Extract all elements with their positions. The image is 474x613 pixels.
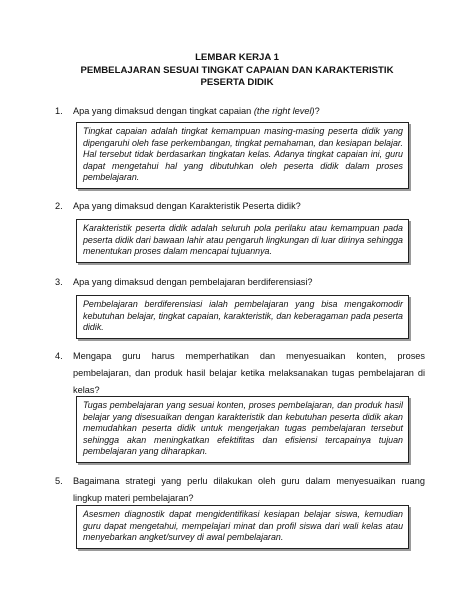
- document-title: LEMBAR KERJA 1: [195, 52, 279, 63]
- question-text-italic: (the right level): [253, 106, 315, 116]
- answer-box-1: Tingkat capaian adalah tingkat kemampuan masing-masing peserta didik yang dipengaruhi oleh fase perkembangan, tingkat pemahaman, dan kesiapan belajar. Hal tersebut tidak berdasarkan tingkatan kelas. Adanya tingkat capaian ini, guru dapat mengetahui hal yang dibutuhkan oleh peserta didik dalam proses pembelajaran.: [76, 122, 409, 189]
- question-text-end: ?: [314, 106, 320, 116]
- question-text-main: Apa yang dimaksud dengan tingkat capaian: [73, 106, 254, 116]
- document-header: [0, 52, 474, 90]
- question-5: [55, 473, 425, 507]
- document-subtitle: PEMBELAJARAN SESUAI TINGKAT CAPAIAN DAN KARAKTERISTIK PESERTA DIDIK: [80, 64, 394, 88]
- answer-box-5: Asesmen diagnostik dapat mengidentifikasi kesiapan belajar siswa, kemudian guru dapat mengetahui, mempelajari minat dan profil siswa dari wali kelas atau menyebarkan angket/survey di awal pembelajaran.: [76, 505, 409, 549]
- answer-box-3: Pembelajaran berdiferensiasi ialah pembelajaran yang bisa mengakomodir kebutuhan belajar, tingkat capaian, karakteristik, dan keberagaman pada peserta didik.: [76, 295, 409, 339]
- question-text: Bagaimana strategi yang perlu dilakukan oleh guru dalam menyesuaikan ruang lingkup materi pembelajaran?: [73, 476, 425, 503]
- question-number: 2.: [55, 201, 63, 211]
- question-text: [73, 104, 425, 119]
- question-number: 4.: [55, 351, 63, 361]
- answer-box-2: Karakteristik peserta didik adalah seluruh pola perilaku atau kemampuan pada peserta didik dari bawaan lahir atau pengaruh lingkungan di luar dirinya sehingga menentukan proses dalam mencapai tujuannya.: [76, 219, 409, 263]
- question-number: 1.: [55, 106, 63, 116]
- question-1: [55, 104, 425, 119]
- question-text: Apa yang dimaksud dengan Karakteristik Peserta didik?: [73, 201, 301, 211]
- answer-box-4: Tugas pembelajaran yang sesuai konten, proses pembelajaran, dan produk hasil belajar yang disesuaikan dengan karakteristik dan kebutuhan peserta didik akan memudahkan peserta didik untuk mengerjakan tugas pembelajaran tersebut sehingga akan meningkatkan efektifitas dan efisiensi tercapainya tujuan pembelajaran yang diharapkan.: [76, 396, 409, 463]
- question-4: [55, 348, 425, 399]
- question-number: 3.: [55, 277, 63, 287]
- question-text: Apa yang dimaksud dengan pembelajaran berdiferensiasi?: [73, 277, 313, 287]
- question-number: 5.: [55, 476, 63, 486]
- question-3: [55, 275, 425, 290]
- question-2: [55, 199, 425, 214]
- question-text: Mengapa guru harus memperhatikan dan menyesuaikan konten, proses pembelajaran, dan produk hasil belajar ketika melaksanakan tugas pembelajaran di kelas?: [73, 351, 425, 395]
